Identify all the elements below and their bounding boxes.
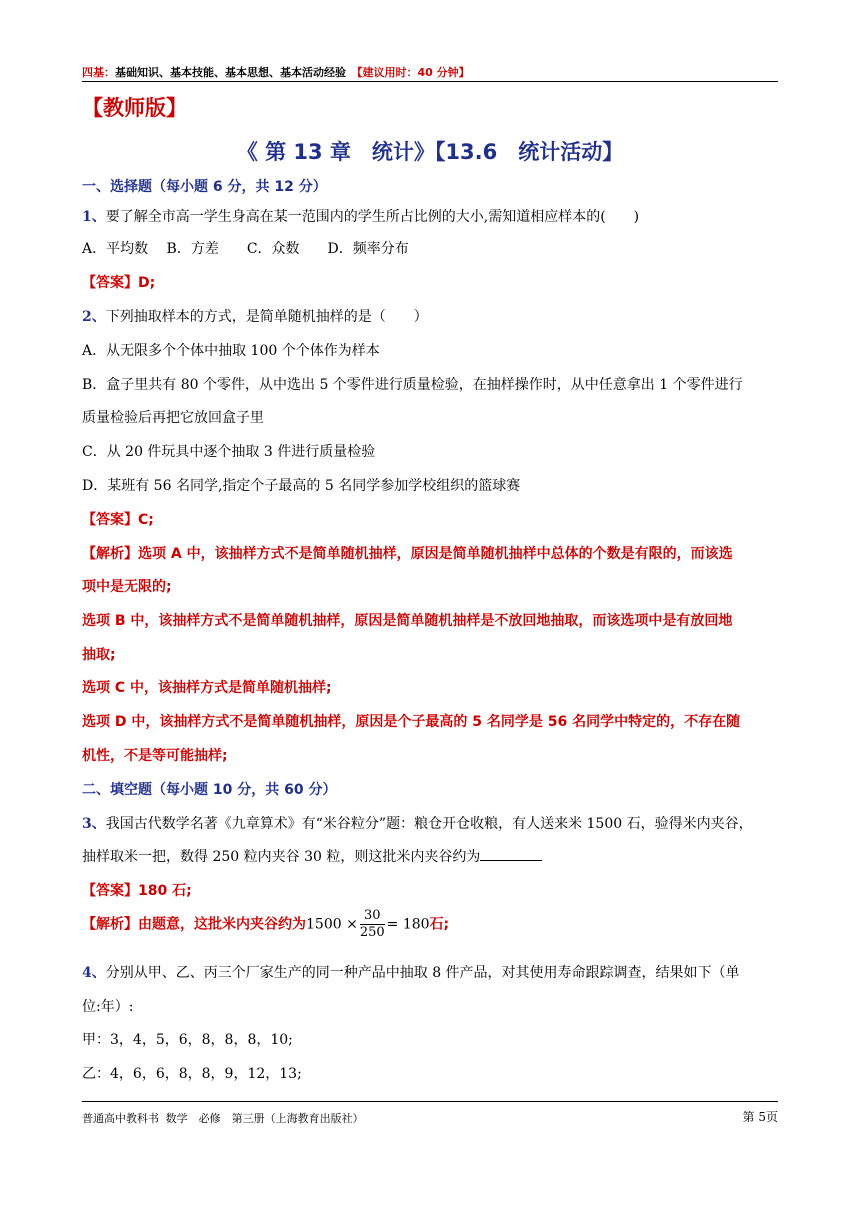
q3-analysis-text: 由题意，这批米内夹谷约为 xyxy=(138,916,306,933)
q2-option-c: C．从 20 件玩具中逐个抽取 3 件进行质量检验 xyxy=(82,444,376,460)
q4-stem-line1: 分别从甲、乙、丙三个厂家生产的同一种产品中抽取 8 件产品，对其使用寿命跟踪调查，结果如下（单 xyxy=(105,965,740,981)
q2-text xyxy=(82,306,782,326)
page-title: 《 第 13 章 统计》【13.6 统计活动】 xyxy=(236,140,624,164)
header-prefix: 四基： xyxy=(82,66,115,79)
q3-fraction-denominator: 250 xyxy=(359,925,385,940)
q3-stem-line2: 抽样取米一把，数得 250 粒内夹谷 30 粒，则这批米内夹谷约为 xyxy=(82,849,481,865)
header-topics: 基础知识、基本技能、基本思想、基本活动经验 xyxy=(115,66,346,79)
q4-data-row-1: 甲：3，4，5，6，8，8，8，10; xyxy=(82,1032,293,1048)
q2-option-b-line1: B．盒子里共有 80 个零件，从中选出 5 个零件进行质量检验，在抽样操作时，从中任意拿出 1 个零件进行 xyxy=(82,377,743,393)
q3-analysis xyxy=(82,908,782,941)
footer-rule xyxy=(82,1101,778,1102)
q2-answer xyxy=(82,509,782,529)
header-time: 【建议用时：40 分钟】 xyxy=(357,66,470,79)
q4-text-line1 xyxy=(82,962,782,982)
q3-answer-value: 180 石; xyxy=(138,883,192,899)
q3-answer-blank xyxy=(480,848,542,861)
q2-analysis-line3: 选项 B 中，该抽样方式不是简单随机抽样，原因是简单随机抽样是不放回地抽取，而该选项中是有放回地 xyxy=(82,613,733,629)
q4-text-line2: 位:年）: xyxy=(82,999,134,1015)
q2-analysis-line5: 选项 C 中，该抽样方式是简单随机抽样; xyxy=(82,680,332,696)
q2-answer-value: C; xyxy=(138,512,154,528)
q1-number: 1、 xyxy=(82,209,106,225)
q1-options: A．平均数 B．方差 C．众数 D．频率分布 xyxy=(82,241,409,257)
q2-option-d: D．某班有 56 名同学,指定个子最高的 5 名同学参加学校组织的篮球赛 xyxy=(82,478,521,494)
q3-stem-line1: 我国古代数学名著《九章算术》有“米谷粒分”题：粮仓开仓收粮，有人送来米 1500 石，验得米内夹谷， xyxy=(105,816,753,832)
q4-number: 4、 xyxy=(82,965,106,981)
page-header xyxy=(82,64,778,80)
q2-number: 2、 xyxy=(82,309,106,325)
q2-analysis-label: 【解析】 xyxy=(82,546,138,562)
q3-formula-pre: 1500 × xyxy=(306,916,358,933)
q1-answer-value: D; xyxy=(138,275,156,291)
section-2-heading: 二、填空题（每小题 10 分，共 60 分） xyxy=(82,782,337,798)
q2-analysis-line6: 选项 D 中，该抽样方式不是简单随机抽样，原因是个子最高的 5 名同学是 56 名同学中特定的，不存在随 xyxy=(82,714,741,730)
q3-formula-post: = 180 xyxy=(386,916,430,933)
footer-book-info: 普通高中教科书 数学 必修 第三册（上海教育出版社） xyxy=(82,1112,364,1125)
q2-analysis-line1 xyxy=(82,543,782,563)
q3-text-line2 xyxy=(82,846,782,866)
header-rule xyxy=(82,81,778,82)
q2-analysis-line4: 抽取; xyxy=(82,647,116,663)
q4-data-row-2: 乙：4，6，6，8，8，9，12，13; xyxy=(82,1066,302,1082)
q2-option-b-line2: 质量检验后再把它放回盒子里 xyxy=(82,410,264,426)
q3-analysis-end: 石; xyxy=(429,916,450,933)
q1-text xyxy=(82,206,782,226)
q3-fraction-numerator: 30 xyxy=(360,908,385,925)
q2-analysis-line7: 机性，不是等可能抽样; xyxy=(82,748,228,764)
q2-option-a: A．从无限多个个体中抽取 100 个个体作为样本 xyxy=(82,343,380,359)
q1-answer xyxy=(82,272,782,292)
q2-analysis-text1: 选项 A 中，该抽样方式不是简单随机抽样，原因是简单随机抽样中总体的个数是有限的，而该选 xyxy=(138,546,733,562)
edition-label: 【教师版】 xyxy=(82,96,187,120)
q3-answer-label: 【答案】 xyxy=(82,883,138,899)
page-number: 第 5页 xyxy=(742,1110,778,1124)
q1-answer-label: 【答案】 xyxy=(82,275,138,291)
q3-fraction xyxy=(360,908,385,941)
section-1-heading: 一、选择题（每小题 6 分，共 12 分） xyxy=(82,179,327,195)
q3-answer xyxy=(82,880,782,900)
q2-analysis-line2: 项中是无限的; xyxy=(82,579,172,595)
q3-analysis-label: 【解析】 xyxy=(82,916,138,933)
q3-text-line1 xyxy=(82,813,782,833)
q3-number: 3、 xyxy=(82,816,106,832)
q1-stem: 要了解全市高一学生身高在某一范围内的学生所占比例的大小,需知道相应样本的( ) xyxy=(105,209,640,225)
q2-stem: 下列抽取样本的方式，是简单随机抽样的是（ ） xyxy=(105,309,428,325)
q2-answer-label: 【答案】 xyxy=(82,512,138,528)
